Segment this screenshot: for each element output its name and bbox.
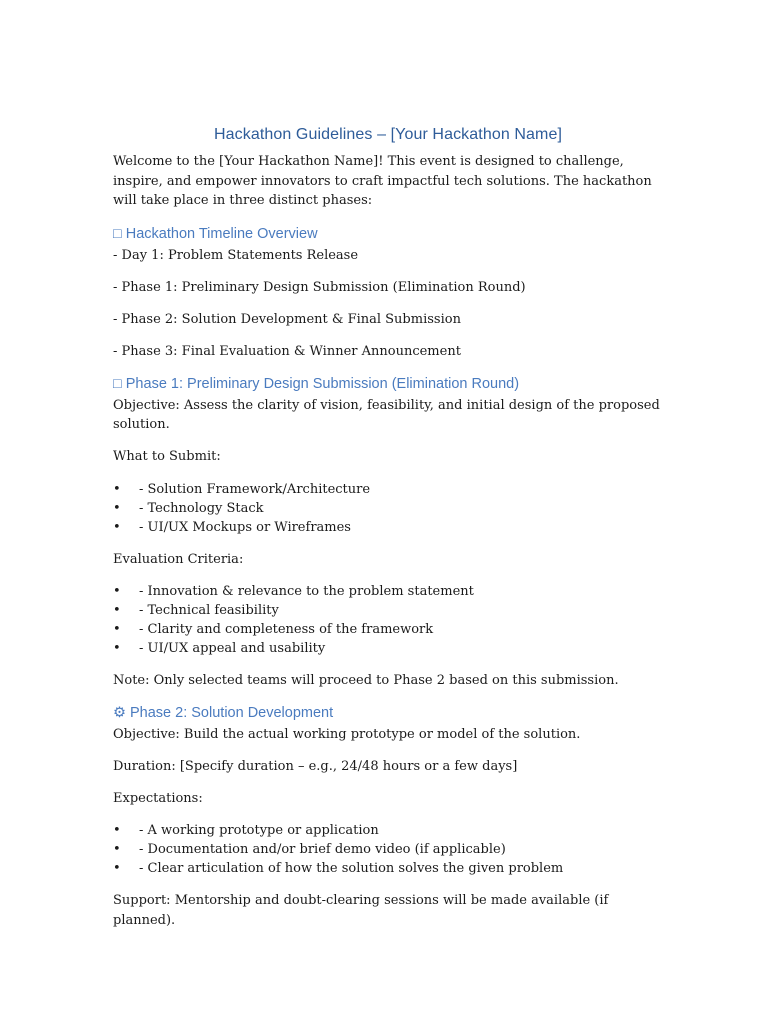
list-item (113, 821, 663, 840)
timeline-heading (113, 224, 663, 244)
phase2-heading (113, 703, 663, 723)
timeline-item: - Day 1: Problem Statements Release (113, 247, 359, 263)
bullet-icon: • (113, 481, 121, 497)
list-item (113, 639, 663, 658)
list-item-text: - Clarity and completeness of the framework (139, 621, 434, 637)
phase2-expectations-label: Expectations: (113, 790, 203, 806)
bullet-icon: • (113, 823, 121, 839)
list-item (113, 518, 663, 537)
phase1-criteria-list (113, 582, 663, 658)
timeline-item: - Phase 3: Final Evaluation & Winner Announcement (113, 343, 461, 359)
document-title: Hackathon Guidelines – [Your Hackathon Name] (213, 126, 562, 143)
bullet-icon: • (113, 583, 121, 599)
phase2-objective: Objective: Build the actual working prototype or model of the solution. (113, 726, 581, 742)
list-item-text: - A working prototype or application (139, 823, 379, 839)
phase2-duration: Duration: [Specify duration – e.g., 24/48 hours or a few days] (113, 758, 518, 774)
intro-paragraph: Welcome to the [Your Hackathon Name]! This event is designed to challenge, inspire, and empower innovators to craft impactful tech solutions. The hackathon will take place in three distinct phases: (113, 154, 652, 208)
timeline-item: - Phase 2: Solution Development & Final Submission (113, 311, 461, 327)
bullet-icon: • (113, 842, 121, 858)
list-item (113, 499, 663, 518)
phase1-note: Note: Only selected teams will proceed to Phase 2 based on this submission. (113, 672, 619, 688)
bullet-icon: • (113, 519, 121, 535)
list-item (113, 840, 663, 859)
bullet-icon: • (113, 640, 121, 656)
list-item-text: - Technology Stack (139, 500, 264, 516)
timeline-heading-text: Hackathon Timeline Overview (125, 225, 318, 242)
list-item-text: - Innovation & relevance to the problem statement (139, 583, 474, 599)
missing-glyph-icon: □ (113, 375, 122, 392)
list-item (113, 480, 663, 499)
list-item (113, 859, 663, 878)
document-page (113, 124, 663, 943)
list-item-text: - Technical feasibility (139, 602, 279, 618)
bullet-icon: • (113, 861, 121, 877)
list-item-text: - Clear articulation of how the solution solves the given problem (139, 861, 564, 877)
phase1-objective: Objective: Assess the clarity of vision, feasibility, and initial design of the proposed solution. (113, 397, 660, 433)
phase1-heading-text: Phase 1: Preliminary Design Submission (Elimination Round) (125, 375, 520, 392)
phase2-support: Support: Mentorship and doubt-clearing sessions will be made available (if planned). (113, 893, 609, 928)
list-item-text: - Documentation and/or brief demo video (if applicable) (139, 842, 506, 858)
list-item (113, 582, 663, 601)
list-item-text: - Solution Framework/Architecture (139, 481, 371, 497)
missing-glyph-icon: □ (113, 225, 122, 242)
phase1-submit-label: What to Submit: (113, 449, 221, 465)
list-item (113, 601, 663, 620)
list-item-text: - UI/UX appeal and usability (139, 640, 326, 656)
phase1-submit-list (113, 480, 663, 537)
list-item-text: - UI/UX Mockups or Wireframes (139, 519, 351, 535)
timeline-list (113, 246, 663, 362)
gear-icon: ⚙ (113, 704, 126, 721)
timeline-item: - Phase 1: Preliminary Design Submission (Elimination Round) (113, 279, 526, 295)
list-item (113, 620, 663, 639)
bullet-icon: • (113, 621, 121, 637)
bullet-icon: • (113, 500, 121, 516)
phase1-heading (113, 374, 663, 394)
phase1-criteria-label: Evaluation Criteria: (113, 551, 244, 567)
phase2-expectations-list (113, 821, 663, 878)
phase2-heading-text: Phase 2: Solution Development (130, 704, 334, 721)
bullet-icon: • (113, 602, 121, 618)
